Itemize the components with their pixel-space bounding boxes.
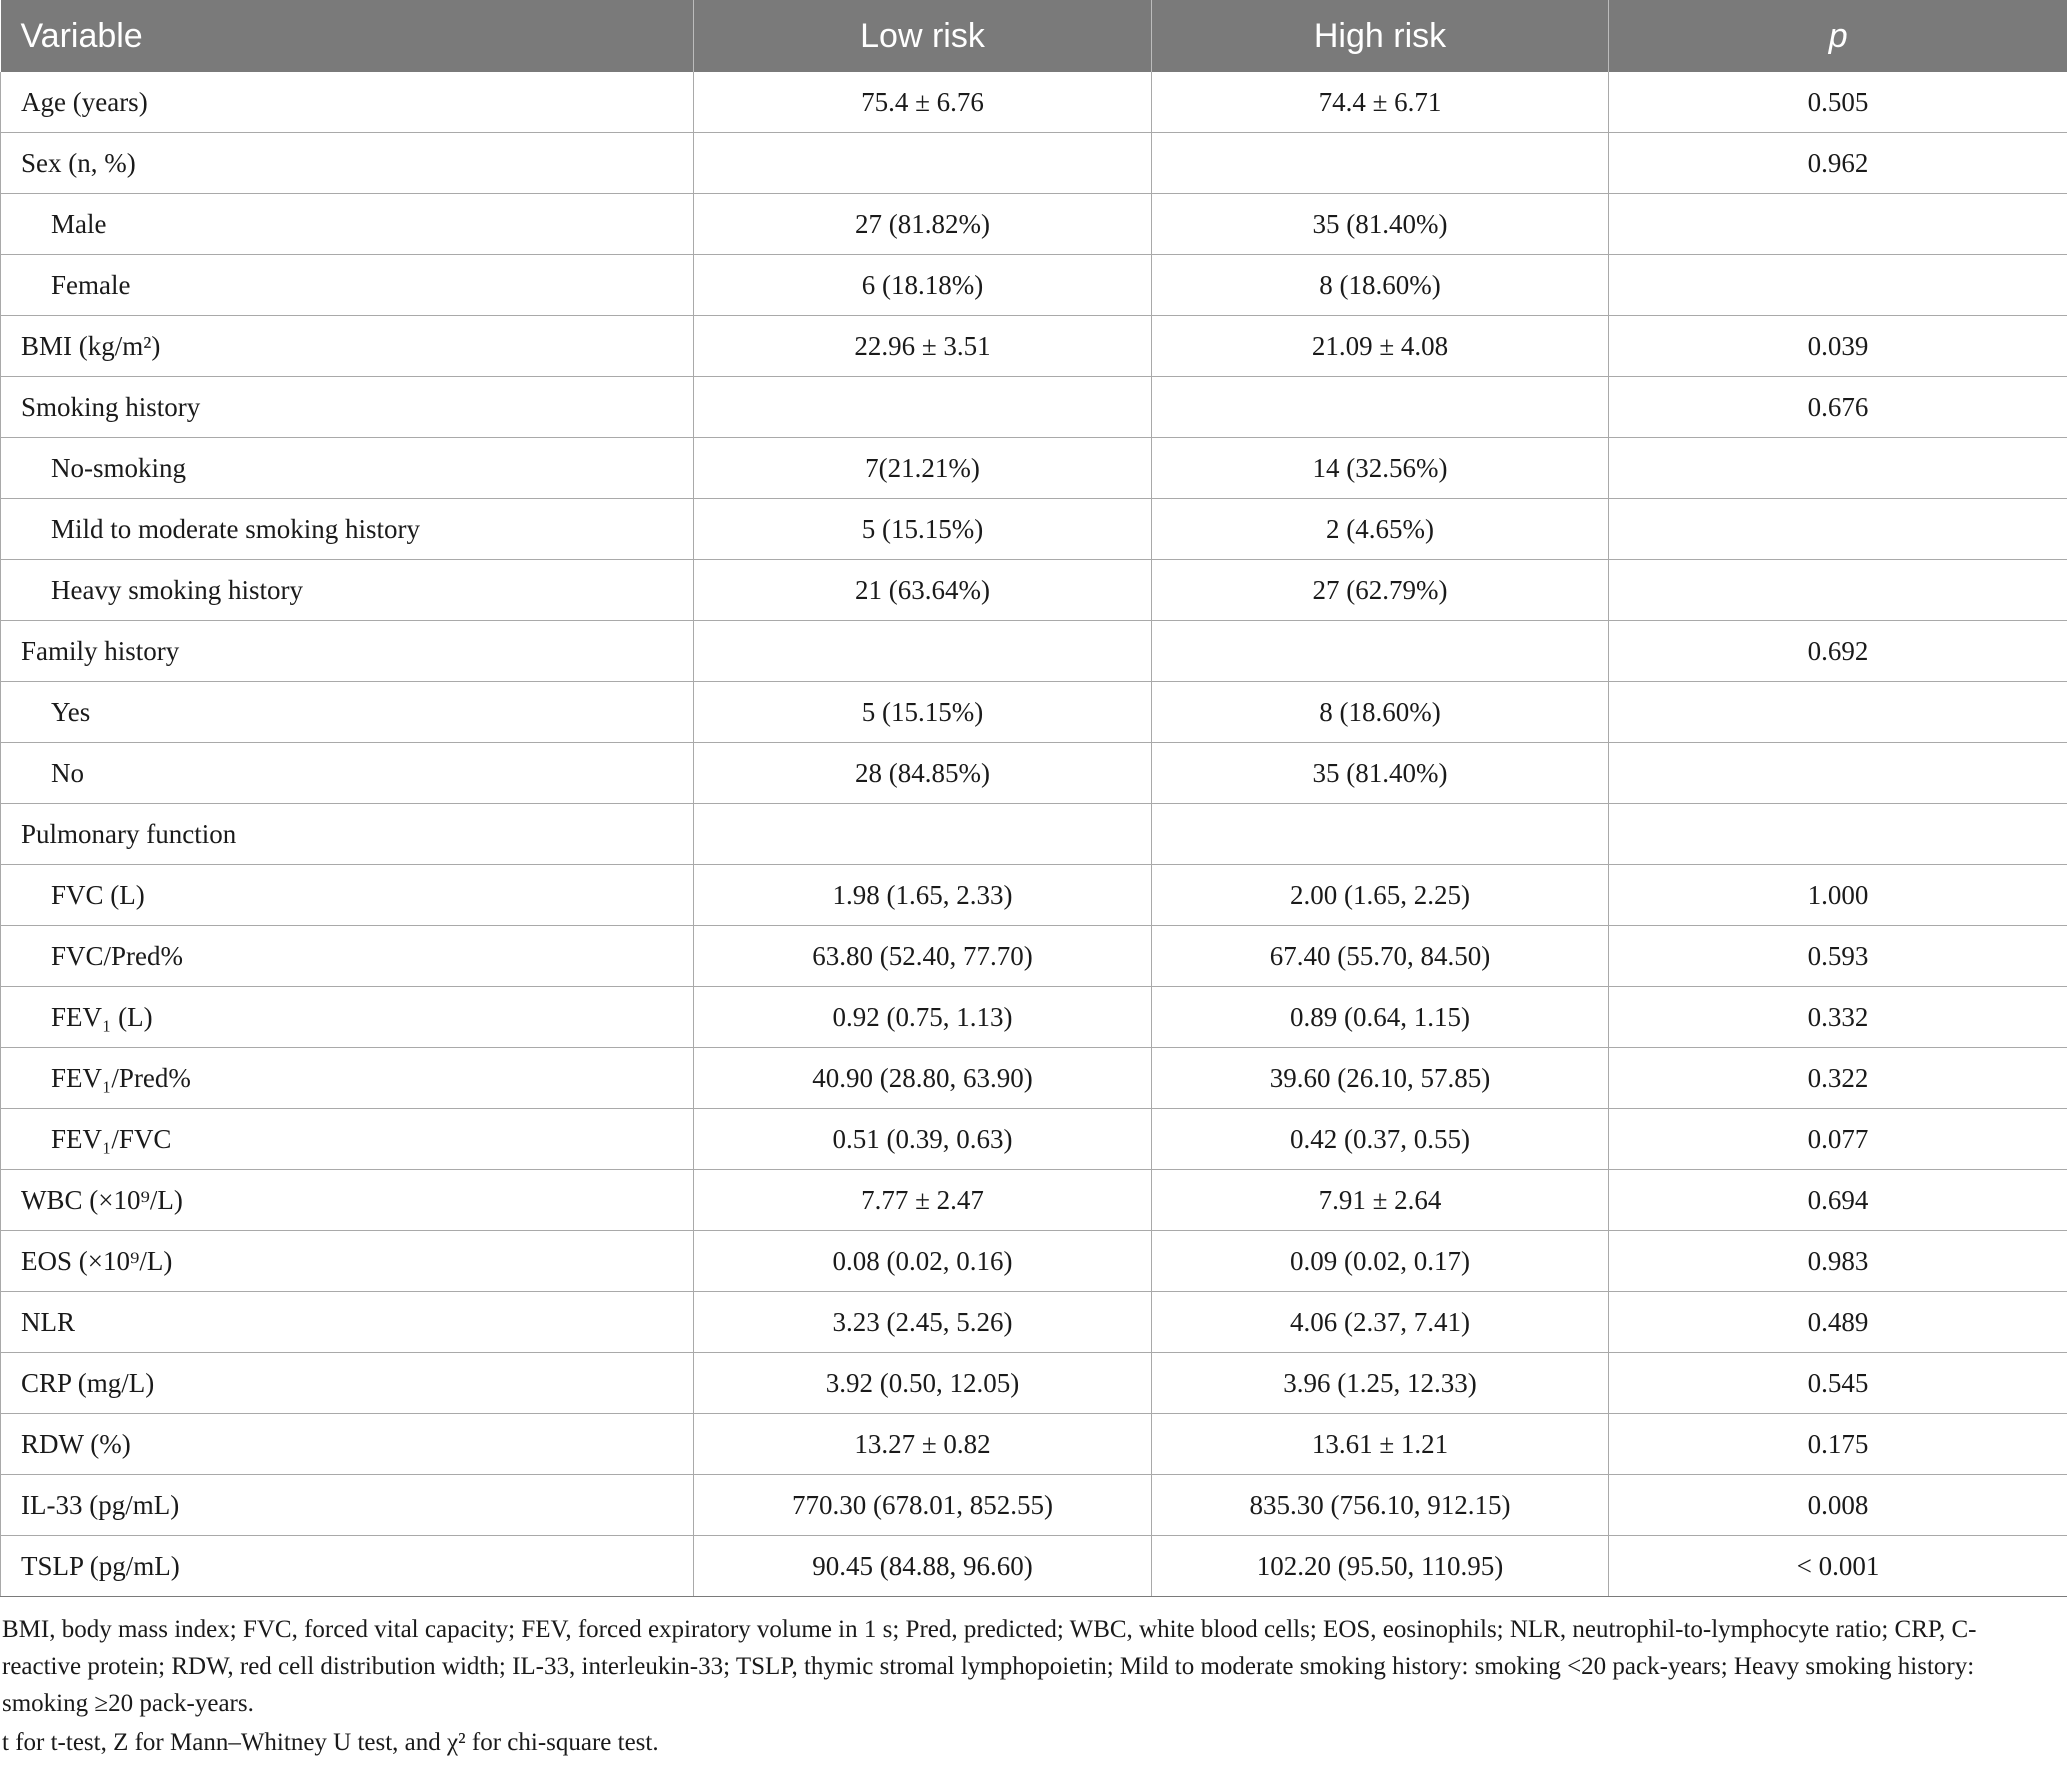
cell-low-risk: 5 (15.15%) [694,682,1152,743]
cell-low-risk: 6 (18.18%) [694,255,1152,316]
cell-low-risk: 3.23 (2.45, 5.26) [694,1292,1152,1353]
cell-high-risk: 0.09 (0.02, 0.17) [1152,1231,1609,1292]
table-row [1,987,2067,1048]
cell-high-risk: 21.09 ± 4.08 [1152,316,1609,377]
table-row [1,1475,2067,1536]
table-row [1,1353,2067,1414]
row-label: Smoking history [1,377,694,438]
table-row [1,133,2067,194]
cell-high-risk: 27 (62.79%) [1152,560,1609,621]
cell-low-risk: 63.80 (52.40, 77.70) [694,926,1152,987]
cell-low-risk: 13.27 ± 0.82 [694,1414,1152,1475]
row-label: FVC/Pred% [1,926,694,987]
table-row [1,1170,2067,1231]
row-label: Heavy smoking history [1,560,694,621]
table-row [1,621,2067,682]
cell-low-risk: 28 (84.85%) [694,743,1152,804]
row-label: FEV₁/FVC [1,1109,694,1170]
footnote-tests: t for t-test, Z for Mann–Whitney U test, and χ² for chi-square test. [2,1729,659,1756]
cell-p-value [1609,743,2067,804]
cell-high-risk: 74.4 ± 6.71 [1152,72,1609,133]
cell-low-risk: 0.08 (0.02, 0.16) [694,1231,1152,1292]
cell-high-risk: 13.61 ± 1.21 [1152,1414,1609,1475]
header-p-value: p [1609,0,2067,72]
cell-p-value: 0.676 [1609,377,2067,438]
cell-low-risk [694,621,1152,682]
cell-high-risk: 67.40 (55.70, 84.50) [1152,926,1609,987]
cell-high-risk: 102.20 (95.50, 110.95) [1152,1536,1609,1597]
row-label: No-smoking [1,438,694,499]
cell-high-risk: 4.06 (2.37, 7.41) [1152,1292,1609,1353]
row-label: Family history [1,621,694,682]
table-footnotes [0,1597,2067,1761]
cell-high-risk: 835.30 (756.10, 912.15) [1152,1475,1609,1536]
row-label: Sex (n, %) [1,133,694,194]
cell-p-value [1609,560,2067,621]
cell-p-value: 0.332 [1609,987,2067,1048]
row-label: BMI (kg/m²) [1,316,694,377]
cell-p-value [1609,682,2067,743]
table-row [1,499,2067,560]
cell-p-value: 0.008 [1609,1475,2067,1536]
row-label: TSLP (pg/mL) [1,1536,694,1597]
cell-high-risk: 35 (81.40%) [1152,743,1609,804]
row-label: Male [1,194,694,255]
cell-high-risk: 0.89 (0.64, 1.15) [1152,987,1609,1048]
row-label: IL-33 (pg/mL) [1,1475,694,1536]
table-body [1,72,2067,1597]
cell-p-value [1609,255,2067,316]
cell-high-risk: 0.42 (0.37, 0.55) [1152,1109,1609,1170]
cell-low-risk: 7(21.21%) [694,438,1152,499]
cell-p-value: 0.593 [1609,926,2067,987]
cell-p-value: 0.983 [1609,1231,2067,1292]
cell-p-value: 0.322 [1609,1048,2067,1109]
cell-high-risk: 39.60 (26.10, 57.85) [1152,1048,1609,1109]
cell-low-risk: 5 (15.15%) [694,499,1152,560]
table-row [1,72,2067,133]
table-row [1,377,2067,438]
table-row [1,1109,2067,1170]
table-row [1,743,2067,804]
cell-high-risk [1152,621,1609,682]
table-row [1,1048,2067,1109]
cell-p-value: 0.489 [1609,1292,2067,1353]
cell-low-risk: 21 (63.64%) [694,560,1152,621]
cell-low-risk: 0.51 (0.39, 0.63) [694,1109,1152,1170]
table-row [1,682,2067,743]
cell-low-risk: 770.30 (678.01, 852.55) [694,1475,1152,1536]
table-row [1,1536,2067,1597]
cell-high-risk: 8 (18.60%) [1152,682,1609,743]
row-label: FVC (L) [1,865,694,926]
row-label: FEV₁/Pred% [1,1048,694,1109]
table-row [1,865,2067,926]
header-low-risk: Low risk [694,0,1152,72]
row-label: CRP (mg/L) [1,1353,694,1414]
cell-p-value: 0.692 [1609,621,2067,682]
header-variable: Variable [1,0,694,72]
cell-high-risk: 35 (81.40%) [1152,194,1609,255]
cell-low-risk: 40.90 (28.80, 63.90) [694,1048,1152,1109]
table-row [1,1414,2067,1475]
cell-p-value: 0.694 [1609,1170,2067,1231]
table-row [1,194,2067,255]
row-label: RDW (%) [1,1414,694,1475]
table-row [1,560,2067,621]
cell-p-value: 0.175 [1609,1414,2067,1475]
cell-low-risk [694,133,1152,194]
row-label: FEV₁ (L) [1,987,694,1048]
cell-low-risk [694,377,1152,438]
table-row [1,1231,2067,1292]
footnote-abbreviations: BMI, body mass index; FVC, forced vital capacity; FEV, forced expiratory volume in 1 s; Pred, predicted; WBC, white blood cells; EOS, eosinophils; NLR, neutrophil-to-lymphocyte ratio; CRP, C-reactive protein; RDW, red cell distribution width; IL-33, interleukin-33; TSLP, thymic stromal lymphopoietin; Mild to moderate smoking history: smoking <20 pack-years; Heavy smoking history: smoking ≥20 pack-years. [2,1616,1977,1717]
cell-low-risk: 75.4 ± 6.76 [694,72,1152,133]
table-row [1,316,2067,377]
cell-p-value: < 0.001 [1609,1536,2067,1597]
row-label: Female [1,255,694,316]
cell-high-risk: 8 (18.60%) [1152,255,1609,316]
cell-p-value: 0.962 [1609,133,2067,194]
cell-p-value [1609,804,2067,865]
header-row [1,0,2067,72]
cell-low-risk: 27 (81.82%) [694,194,1152,255]
cell-p-value: 0.039 [1609,316,2067,377]
row-label: No [1,743,694,804]
header-high-risk: High risk [1152,0,1609,72]
row-label: WBC (×10⁹/L) [1,1170,694,1231]
cell-high-risk [1152,804,1609,865]
cell-high-risk: 2.00 (1.65, 2.25) [1152,865,1609,926]
cell-low-risk: 90.45 (84.88, 96.60) [694,1536,1152,1597]
cell-high-risk: 3.96 (1.25, 12.33) [1152,1353,1609,1414]
cell-high-risk [1152,133,1609,194]
table-row [1,255,2067,316]
cell-low-risk [694,804,1152,865]
cell-low-risk: 1.98 (1.65, 2.33) [694,865,1152,926]
cell-low-risk: 3.92 (0.50, 12.05) [694,1353,1152,1414]
row-label: Mild to moderate smoking history [1,499,694,560]
cell-p-value: 1.000 [1609,865,2067,926]
table-row [1,926,2067,987]
row-label: EOS (×10⁹/L) [1,1231,694,1292]
cell-low-risk: 22.96 ± 3.51 [694,316,1152,377]
cell-high-risk: 14 (32.56%) [1152,438,1609,499]
cell-low-risk: 0.92 (0.75, 1.13) [694,987,1152,1048]
cell-p-value [1609,438,2067,499]
row-label: NLR [1,1292,694,1353]
cell-high-risk [1152,377,1609,438]
cell-p-value: 0.505 [1609,72,2067,133]
cell-p-value [1609,499,2067,560]
cell-high-risk: 7.91 ± 2.64 [1152,1170,1609,1231]
row-label: Age (years) [1,72,694,133]
cell-low-risk: 7.77 ± 2.47 [694,1170,1152,1231]
table-row [1,438,2067,499]
cell-p-value: 0.077 [1609,1109,2067,1170]
cell-p-value [1609,194,2067,255]
cell-high-risk: 2 (4.65%) [1152,499,1609,560]
cell-p-value: 0.545 [1609,1353,2067,1414]
table-row [1,1292,2067,1353]
row-label: Yes [1,682,694,743]
row-label: Pulmonary function [1,804,694,865]
table-row [1,804,2067,865]
table-header [1,0,2067,72]
